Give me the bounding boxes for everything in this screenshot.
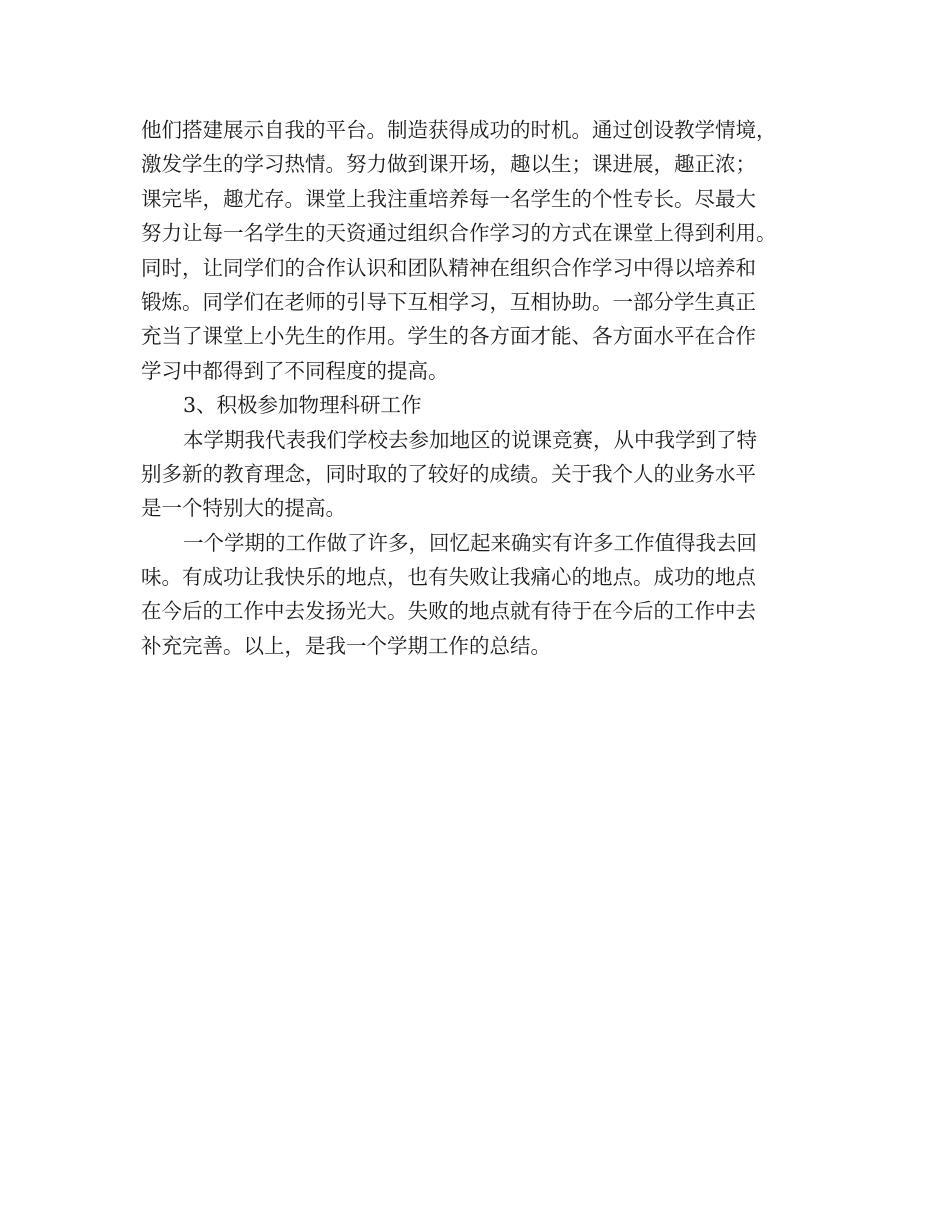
text-line: 补充完善。以上，是我一个学期工作的总结。 <box>141 633 551 658</box>
text-line: 一个学期的工作做了许多，回忆起来确实有许多工作值得我去回 <box>183 530 757 555</box>
text-line: 别多新的教育理念，同时取的了较好的成绩。关于我个人的业务水平 <box>141 461 756 486</box>
text-line: 在今后的工作中去发扬光大。失败的地点就有待于在今后的工作中去 <box>141 599 756 624</box>
text-line: 锻炼。同学们在老师的引导下互相学习，互相协助。一部分学生真正 <box>141 289 756 314</box>
text-line: 学习中都得到了不同程度的提高。 <box>141 358 449 383</box>
text-line: 激发学生的学习热情。努力做到课开场，趣以生；课进展，趣正浓； <box>141 152 756 177</box>
text-line: 努力让每一名学生的天资通过组织合作学习的方式在课堂上得到利用。 <box>141 221 777 246</box>
document-body <box>141 113 831 663</box>
text-line: 味。有成功让我快乐的地点，也有失败让我痛心的地点。成功的地点 <box>141 565 756 590</box>
text-line: 本学期我代表我们学校去参加地区的说课竞赛，从中我学到了特 <box>183 427 757 452</box>
text-line: 同时，让同学们的合作认识和团队精神在组织合作学习中得以培养和 <box>141 255 756 280</box>
text-line: 是一个特别大的提高。 <box>141 496 346 521</box>
text-line: 课完毕，趣尤存。课堂上我注重培养每一名学生的个性专长。尽最大 <box>141 186 756 211</box>
section-heading: 3、积极参加物理科研工作 <box>183 393 422 418</box>
text-line: 他们搭建展示自我的平台。制造获得成功的时机。通过创设教学情境， <box>141 118 777 142</box>
text-line: 充当了课堂上小先生的作用。学生的各方面才能、各方面水平在合作 <box>141 324 756 349</box>
